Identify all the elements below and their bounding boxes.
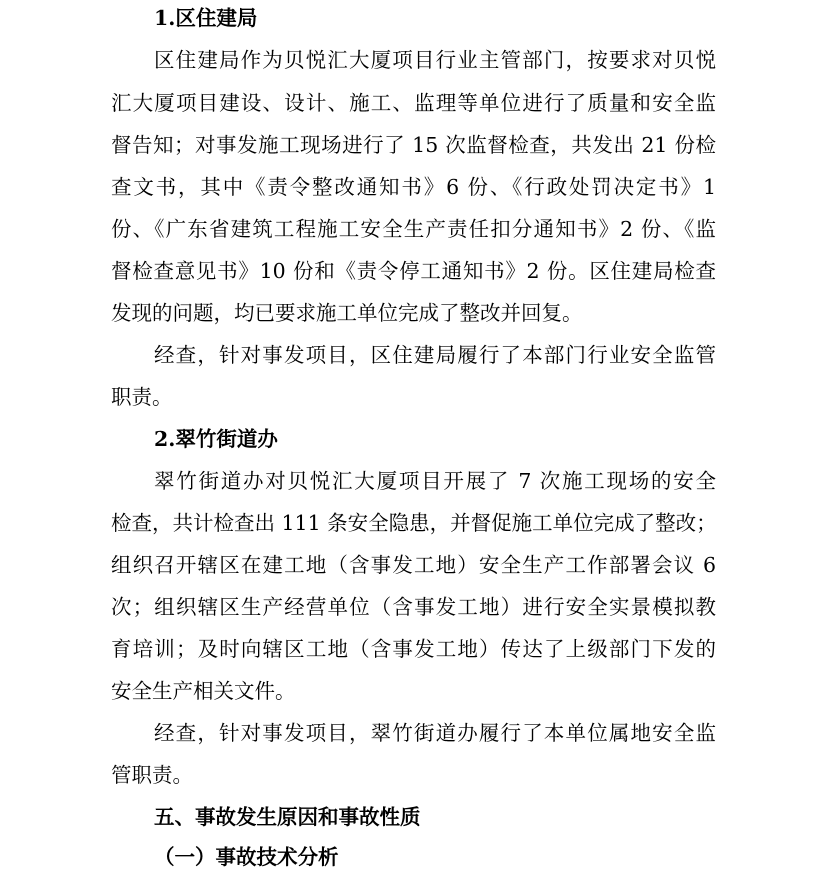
paragraph-line: 育培训；及时向辖区工地（含事发工地）传达了上级部门下发的 — [111, 637, 716, 661]
paragraph-line: 翠竹街道办对贝悦汇大厦项目开展了 7 次施工现场的安全 — [154, 469, 716, 493]
paragraph-line: 检查，共计检查出 111 条安全隐患，并督促施工单位完成了整改； — [111, 511, 717, 535]
paragraph-line: 经查，针对事发项目，区住建局履行了本部门行业安全监管 — [154, 343, 716, 367]
paragraph-line: 区住建局作为贝悦汇大厦项目行业主管部门，按要求对贝悦 — [154, 48, 716, 72]
paragraph-line: 份、《广东省建筑工程施工安全生产责任扣分通知书》2 份、《监 — [111, 217, 716, 241]
paragraph-line: 组织召开辖区在建工地（含事发工地）安全生产工作部署会议 6 — [111, 553, 716, 577]
chapter-heading-accident-causes: 五、事故发生原因和事故性质 — [154, 805, 421, 829]
paragraph-line: 发现的问题，均已要求施工单位完成了整改并回复。 — [111, 301, 583, 325]
paragraph-line: 职责。 — [111, 385, 173, 409]
section-heading-cuizhu-street-office: 2.翠竹街道办 — [154, 427, 278, 451]
paragraph-line: 管职责。 — [111, 763, 193, 787]
paragraph-line: 汇大厦项目建设、设计、施工、监理等单位进行了质量和安全监 — [111, 91, 716, 115]
section-heading-district-housing-bureau: 1.区住建局 — [154, 6, 258, 30]
paragraph-line: 次；组织辖区生产经营单位（含事发工地）进行安全实景模拟教 — [111, 595, 716, 619]
paragraph-line: 督检查意见书》10 份和《责令停工通知书》2 份。区住建局检查 — [111, 259, 716, 283]
paragraph-line: 安全生产相关文件。 — [111, 679, 296, 703]
paragraph-line: 经查，针对事发项目，翠竹街道办履行了本单位属地安全监 — [154, 721, 716, 745]
subchapter-heading-technical-analysis: （一）事故技术分析 — [154, 845, 339, 869]
paragraph-line: 查文书，其中《责令整改通知书》6 份、《行政处罚决定书》1 — [111, 175, 716, 199]
paragraph-line: 督告知；对事发施工现场进行了 15 次监督检查，共发出 21 份检 — [111, 133, 716, 157]
